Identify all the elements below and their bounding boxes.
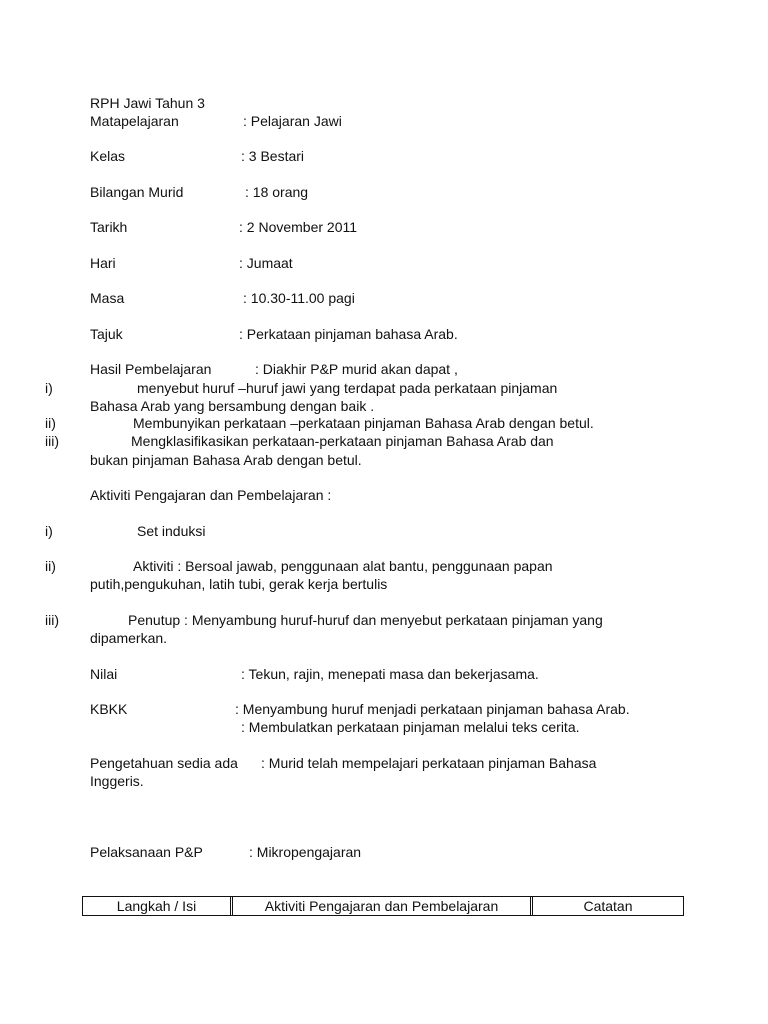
- kbkk-value-1: : Menyambung huruf menjadi perkataan pinjaman bahasa Arab.: [235, 701, 630, 717]
- aktiviti-item-number: iii): [45, 612, 59, 628]
- table-header-aktiviti: Aktiviti Pengajaran dan Pembelajaran: [233, 897, 533, 915]
- pengetahuan-value-continued: Inggeris.: [90, 773, 144, 789]
- hasil-item-number: iii): [45, 433, 59, 449]
- table-header-catatan: Catatan: [583, 898, 633, 914]
- field-value-tarikh: : 2 November 2011: [239, 219, 358, 235]
- hasil-label: Hasil Pembelajaran: [90, 361, 212, 377]
- aktiviti-item-text-continued: dipamerkan.: [90, 630, 168, 646]
- aktiviti-item-text: Penutup : Menyambung huruf-huruf dan menyebut perkataan pinjaman yang: [128, 612, 603, 628]
- field-label-tajuk: Tajuk: [90, 326, 123, 342]
- field-label-hari: Hari: [90, 255, 116, 271]
- hasil-item-text: Mengklasifikasikan perkataan-perkataan pinjaman Bahasa Arab dan: [131, 433, 554, 449]
- field-label-matapelajaran: Matapelajaran: [90, 113, 179, 129]
- pelaksanaan-label: Pelaksanaan P&P: [90, 844, 203, 860]
- hasil-item-text: menyebut huruf –huruf jawi yang terdapat pada perkataan pinjaman: [137, 380, 558, 396]
- aktiviti-item-text: Aktiviti : Bersoal jawab, penggunaan alat bantu, penggunaan papan: [133, 558, 553, 574]
- kbkk-value-2: : Membulatkan perkataan pinjaman melalui teks cerita.: [241, 719, 580, 735]
- field-value-kelas: : 3 Bestari: [241, 148, 305, 164]
- field-label-kelas: Kelas: [90, 148, 126, 164]
- pelaksanaan-value: : Mikropengajaran: [249, 844, 362, 860]
- nilai-label: Nilai: [90, 666, 118, 682]
- field-value-matapelajaran: : Pelajaran Jawi: [243, 113, 342, 129]
- hasil-item-text-continued: bukan pinjaman Bahasa Arab dengan betul.: [90, 452, 362, 468]
- nilai-value: : Tekun, rajin, menepati masa dan bekerjasama.: [241, 666, 539, 682]
- hasil-item-number: ii): [45, 415, 56, 431]
- hasil-item-number: i): [45, 380, 53, 396]
- field-label-masa: Masa: [90, 290, 125, 306]
- aktiviti-item-text-continued: putih,pengukuhan, latih tubi, gerak kerja bertulis: [90, 576, 388, 592]
- hasil-item-text-continued: Bahasa Arab yang bersambung dengan baik .: [90, 398, 375, 414]
- aktiviti-item-text: Set induksi: [137, 523, 206, 539]
- aktiviti-item-number: ii): [45, 558, 56, 574]
- hasil-item-text: Membunyikan perkataan –perkataan pinjaman Bahasa Arab dengan betul.: [133, 415, 594, 431]
- field-value-hari: : Jumaat: [239, 255, 293, 271]
- document-title: RPH Jawi Tahun 3: [90, 95, 205, 111]
- lesson-steps-table-header: [82, 896, 684, 916]
- field-label-bilangan-murid: Bilangan Murid: [90, 184, 184, 200]
- kbkk-label: KBKK: [90, 701, 128, 717]
- table-header-langkah: Langkah / Isi: [83, 897, 233, 915]
- hasil-value: : Diakhir P&P murid akan dapat ,: [255, 361, 458, 377]
- aktiviti-item-number: i): [45, 523, 53, 539]
- pengetahuan-label: Pengetahuan sedia ada: [90, 755, 238, 771]
- pengetahuan-value: : Murid telah mempelajari perkataan pinjaman Bahasa: [261, 755, 597, 771]
- field-value-bilangan-murid: : 18 orang: [245, 184, 309, 200]
- aktiviti-heading: Aktiviti Pengajaran dan Pembelajaran :: [90, 487, 332, 503]
- field-value-masa: : 10.30-11.00 pagi: [243, 290, 355, 306]
- field-value-tajuk: : Perkataan pinjaman bahasa Arab.: [239, 326, 458, 342]
- field-label-tarikh: Tarikh: [90, 219, 128, 235]
